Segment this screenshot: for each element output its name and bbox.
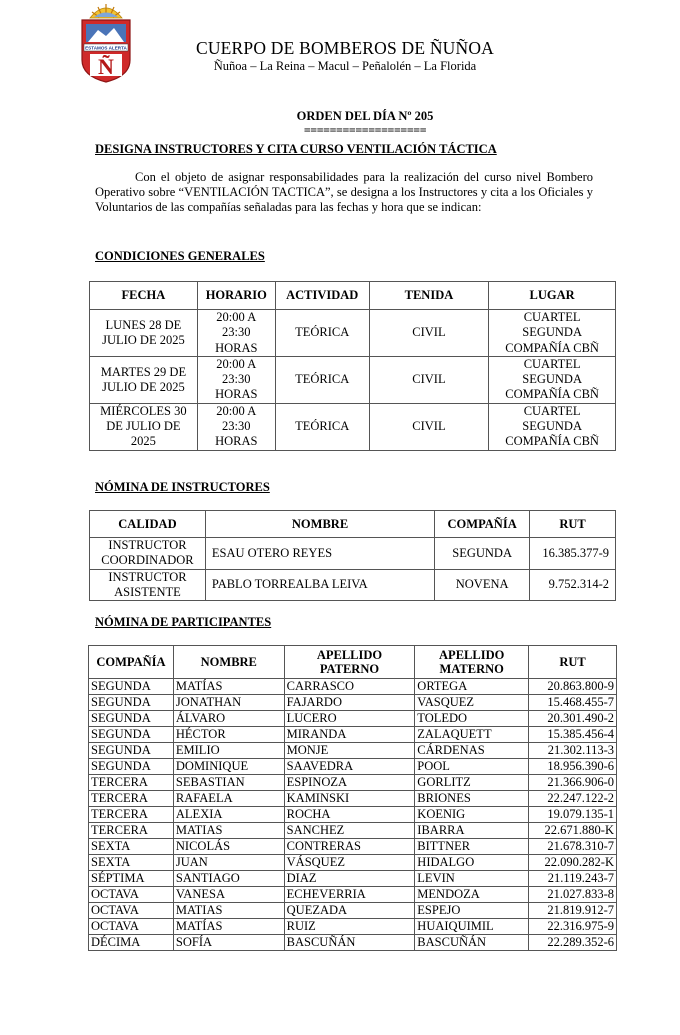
cell-apellido-materno: ZALAQUETT <box>415 727 529 743</box>
cell-apellido-materno: TOLEDO <box>415 711 529 727</box>
cell-compania: SEGUNDA <box>89 759 174 775</box>
logo-motto: ESTAMOS ALERTA <box>85 45 127 51</box>
column-header-actividad: ACTIVIDAD <box>275 282 369 310</box>
cell-rut: 21.027.833-8 <box>529 887 617 903</box>
cell-line: APELLIDO <box>439 647 505 662</box>
cell-compania: TERCERA <box>89 775 174 791</box>
cell-nombre: JONATHAN <box>173 695 284 711</box>
cell-compania: TERCERA <box>89 823 174 839</box>
cell-nombre: SEBASTIAN <box>173 775 284 791</box>
cell-rut: 9.752.314-2 <box>530 569 616 601</box>
cell-nombre: RAFAELA <box>173 791 284 807</box>
column-header-horario: HORARIO <box>197 282 275 310</box>
participant-row <box>89 839 617 855</box>
cell-rut: 15.385.456-4 <box>529 727 617 743</box>
cell-line: COORDINADOR <box>101 553 194 568</box>
cell-horario <box>197 356 275 403</box>
cell-compania: SEGUNDA <box>435 538 530 570</box>
cell-rut: 21.119.243-7 <box>529 871 617 887</box>
cell-line: JULIO DE 2025 <box>102 379 185 394</box>
cell-line: LUNES 28 DE <box>105 317 182 332</box>
cell-calidad <box>90 538 206 570</box>
participants-table <box>88 645 617 951</box>
cell-apellido-paterno: BASCUÑÁN <box>284 935 415 951</box>
cell-lugar <box>489 310 616 357</box>
cell-apellido-paterno: SANCHEZ <box>284 823 415 839</box>
column-header-apellido-paterno <box>284 646 415 679</box>
cell-rut: 22.289.352-6 <box>529 935 617 951</box>
cell-line: CUARTEL <box>523 403 581 418</box>
cell-nombre: VANESA <box>173 887 284 903</box>
participant-row <box>89 791 617 807</box>
conditions-section-title: CONDICIONES GENERALES <box>95 249 265 263</box>
cell-line: 20:00 A <box>216 310 257 324</box>
cell-rut: 21.302.113-3 <box>529 743 617 759</box>
column-header-rut: RUT <box>530 511 616 538</box>
cell-compania: TERCERA <box>89 807 174 823</box>
cell-apellido-paterno: SAAVEDRA <box>284 759 415 775</box>
participant-row <box>89 871 617 887</box>
cell-line: 20:00 A <box>216 356 257 371</box>
institution-title: CUERPO DE BOMBEROS DE ÑUÑOA <box>195 38 495 58</box>
cell-compania: NOVENA <box>435 569 530 601</box>
cell-line: MATERNO <box>439 662 504 676</box>
logo-letter: Ñ <box>98 54 114 79</box>
cell-line: SEGUNDA <box>522 372 582 387</box>
cell-line: COMPAÑÍA CBÑ <box>505 434 599 449</box>
cell-apellido-materno: HUAIQUIMIL <box>415 919 529 935</box>
cell-lugar <box>489 403 616 450</box>
cell-line: ASISTENTE <box>114 584 181 599</box>
cell-nombre: HÉCTOR <box>173 727 284 743</box>
sunburst-crest-icon <box>90 4 122 18</box>
instructor-row <box>90 538 616 570</box>
cell-line: CUARTEL <box>523 356 581 371</box>
participant-row <box>89 727 617 743</box>
cell-apellido-materno: MENDOZA <box>415 887 529 903</box>
cell-tenida: CIVIL <box>369 310 489 357</box>
cell-rut: 21.678.310-7 <box>529 839 617 855</box>
order-title: ORDEN DEL DÍA Nº 205 <box>296 109 434 123</box>
cell-rut: 18.956.390-6 <box>529 759 617 775</box>
participant-row <box>89 711 617 727</box>
cell-compania: SEXTA <box>89 839 174 855</box>
column-header-calidad: CALIDAD <box>90 511 206 538</box>
cell-rut: 22.090.282-K <box>529 855 617 871</box>
cell-line: HORAS <box>215 340 258 355</box>
cell-nombre: PABLO TORREALBA LEIVA <box>205 569 434 601</box>
cell-apellido-materno: POOL <box>415 759 529 775</box>
order-title-rule: =================== <box>303 123 427 137</box>
cell-apellido-materno: VASQUEZ <box>415 695 529 711</box>
conditions-header-row <box>90 282 616 310</box>
cell-line: 23:30 <box>222 325 251 340</box>
cell-rut: 19.079.135-1 <box>529 807 617 823</box>
cell-lugar <box>489 356 616 403</box>
cell-nombre: MATIAS <box>173 823 284 839</box>
cell-line: HORAS <box>215 387 258 402</box>
cell-compania: SEGUNDA <box>89 695 174 711</box>
cell-rut: 22.247.122-2 <box>529 791 617 807</box>
conditions-row <box>90 310 616 357</box>
participant-row <box>89 903 617 919</box>
conditions-row <box>90 403 616 450</box>
cell-apellido-paterno: LUCERO <box>284 711 415 727</box>
cell-rut: 20.863.800-9 <box>529 679 617 695</box>
cell-horario <box>197 310 275 357</box>
cell-compania: OCTAVA <box>89 887 174 903</box>
cell-actividad: TEÓRICA <box>275 403 369 450</box>
participant-row <box>89 775 617 791</box>
cell-rut: 16.385.377-9 <box>530 538 616 570</box>
participants-header-row <box>89 646 617 679</box>
instructors-header-row <box>90 511 616 538</box>
cell-apellido-materno: ORTEGA <box>415 679 529 695</box>
cell-apellido-materno: LEVIN <box>415 871 529 887</box>
cell-line: MIÉRCOLES 30 <box>100 403 187 418</box>
cell-line: 23:30 <box>222 419 251 434</box>
cell-line: NOMBRE <box>200 654 257 669</box>
cell-compania: DÉCIMA <box>89 935 174 951</box>
cell-apellido-paterno: MONJE <box>284 743 415 759</box>
cell-apellido-materno: BITTNER <box>415 839 529 855</box>
column-header-nombre: NOMBRE <box>205 511 434 538</box>
instructor-row <box>90 569 616 601</box>
cell-line: INSTRUCTOR <box>108 569 187 584</box>
instructors-section-title: NÓMINA DE INSTRUCTORES <box>95 480 270 494</box>
cell-nombre: ÁLVARO <box>173 711 284 727</box>
cell-line: RUT <box>559 654 586 669</box>
participant-row <box>89 919 617 935</box>
cell-line: APELLIDO <box>316 647 383 662</box>
cell-line: INSTRUCTOR <box>108 538 187 552</box>
cell-nombre: SANTIAGO <box>173 871 284 887</box>
participant-row <box>89 679 617 695</box>
fire-department-logo <box>76 2 136 84</box>
column-header-compania: COMPAÑÍA <box>435 511 530 538</box>
column-header-fecha: FECHA <box>90 282 198 310</box>
cell-nombre: NICOLÁS <box>173 839 284 855</box>
cell-apellido-paterno: FAJARDO <box>284 695 415 711</box>
cell-line: SEGUNDA <box>522 419 582 434</box>
participant-row <box>89 887 617 903</box>
cell-compania: SEXTA <box>89 855 174 871</box>
cell-nombre: MATÍAS <box>173 679 284 695</box>
participant-row <box>89 759 617 775</box>
cell-compania: SEGUNDA <box>89 679 174 695</box>
cell-compania: SEGUNDA <box>89 711 174 727</box>
participant-row <box>89 855 617 871</box>
cell-line: MARTES 29 DE <box>100 364 187 379</box>
participant-row <box>89 743 617 759</box>
cell-compania: SÉPTIMA <box>89 871 174 887</box>
cell-horario <box>197 403 275 450</box>
cell-apellido-paterno: QUEZADA <box>284 903 415 919</box>
cell-tenida: CIVIL <box>369 356 489 403</box>
cell-rut: 15.468.455-7 <box>529 695 617 711</box>
cell-apellido-materno: GORLITZ <box>415 775 529 791</box>
participants-section-title: NÓMINA DE PARTICIPANTES <box>95 615 272 629</box>
cell-apellido-materno: BASCUÑÁN <box>415 935 529 951</box>
cell-rut: 21.819.912-7 <box>529 903 617 919</box>
cell-nombre: ALEXIA <box>173 807 284 823</box>
participant-row <box>89 935 617 951</box>
cell-rut: 20.301.490-2 <box>529 711 617 727</box>
cell-fecha <box>90 310 198 357</box>
cell-actividad: TEÓRICA <box>275 310 369 357</box>
document-heading: DESIGNA INSTRUCTORES Y CITA CURSO VENTILACIÓN TÁCTICA <box>95 142 497 156</box>
cell-line: 20:00 A <box>216 403 257 418</box>
cell-apellido-paterno: ECHEVERRIA <box>284 887 415 903</box>
cell-apellido-paterno: ESPINOZA <box>284 775 415 791</box>
intro-paragraph: Con el objeto de asignar responsabilidades para la realización del curso nivel Bombero Operativo sobre “VENTILACIÓN TACTICA”, se designa a los Instructores y cita a los Oficiales y Voluntarios de las compañías señaladas para las fechas y hora que se indican: <box>95 170 593 215</box>
cell-line: JULIO DE 2025 <box>102 332 185 347</box>
cell-nombre: MATIAS <box>173 903 284 919</box>
cell-apellido-materno: KOENIG <box>415 807 529 823</box>
cell-compania: TERCERA <box>89 791 174 807</box>
cell-line: HORAS <box>215 434 258 449</box>
cell-line: COMPAÑÍA CBÑ <box>505 387 599 402</box>
cell-line: SEGUNDA <box>522 325 582 340</box>
cell-apellido-paterno: DIAZ <box>284 871 415 887</box>
instructors-table <box>89 510 616 601</box>
cell-line: COMPAÑÍA CBÑ <box>505 340 599 355</box>
institution-subtitle: Ñuñoa – La Reina – Macul – Peñalolén – La Florida <box>213 59 477 73</box>
column-header-apellido-materno <box>415 646 529 679</box>
cell-apellido-paterno: VÁSQUEZ <box>284 855 415 871</box>
cell-apellido-paterno: MIRANDA <box>284 727 415 743</box>
cell-apellido-materno: CÁRDENAS <box>415 743 529 759</box>
cell-apellido-materno: ESPEJO <box>415 903 529 919</box>
cell-apellido-materno: BRIONES <box>415 791 529 807</box>
cell-apellido-materno: HIDALGO <box>415 855 529 871</box>
cell-line: CUARTEL <box>523 310 581 324</box>
participant-row <box>89 695 617 711</box>
conditions-table <box>89 281 616 451</box>
cell-compania: SEGUNDA <box>89 727 174 743</box>
cell-line: 2025 <box>130 434 156 449</box>
cell-compania: SEGUNDA <box>89 743 174 759</box>
cell-line: DE JULIO DE <box>106 419 181 434</box>
cell-calidad <box>90 569 206 601</box>
cell-nombre: DOMINIQUE <box>173 759 284 775</box>
cell-line: PATERNO <box>319 662 380 676</box>
cell-compania: OCTAVA <box>89 919 174 935</box>
column-header-tenida: TENIDA <box>369 282 489 310</box>
participant-row <box>89 823 617 839</box>
cell-fecha <box>90 356 198 403</box>
cell-nombre: ESAU OTERO REYES <box>205 538 434 570</box>
cell-nombre: JUAN <box>173 855 284 871</box>
cell-rut: 22.671.880-K <box>529 823 617 839</box>
cell-apellido-paterno: ROCHA <box>284 807 415 823</box>
cell-tenida: CIVIL <box>369 403 489 450</box>
cell-rut: 22.316.975-9 <box>529 919 617 935</box>
cell-apellido-paterno: CONTRERAS <box>284 839 415 855</box>
column-header-compania <box>89 646 174 679</box>
column-header-nombre <box>173 646 284 679</box>
cell-apellido-paterno: RUIZ <box>284 919 415 935</box>
cell-nombre: SOFÍA <box>173 935 284 951</box>
cell-line: COMPAÑÍA <box>96 654 166 669</box>
cell-apellido-paterno: CARRASCO <box>284 679 415 695</box>
column-header-rut <box>529 646 617 679</box>
cell-nombre: MATÍAS <box>173 919 284 935</box>
cell-apellido-paterno: KAMINSKI <box>284 791 415 807</box>
participant-row <box>89 807 617 823</box>
column-header-lugar: LUGAR <box>489 282 616 310</box>
cell-apellido-materno: IBARRA <box>415 823 529 839</box>
cell-fecha <box>90 403 198 450</box>
cell-rut: 21.366.906-0 <box>529 775 617 791</box>
cell-actividad: TEÓRICA <box>275 356 369 403</box>
conditions-row <box>90 356 616 403</box>
cell-nombre: EMILIO <box>173 743 284 759</box>
cell-compania: OCTAVA <box>89 903 174 919</box>
cell-line: 23:30 <box>222 372 251 387</box>
